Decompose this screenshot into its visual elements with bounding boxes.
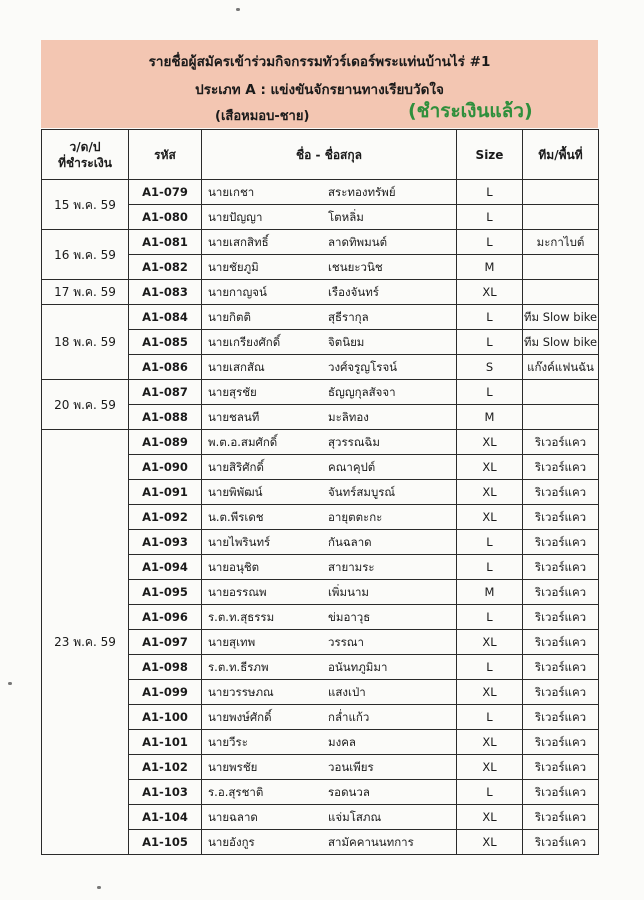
first-name: นายเกรียงศักดิ์ [208,335,281,349]
last-name: สระทองทรัพย์ [328,185,396,199]
size-cell: L [457,330,523,355]
size-cell: M [457,255,523,280]
team-cell: ริเวอร์แคว [523,655,599,680]
document-title: รายชื่อผู้สมัครเข้าร่วมกิจกรรมทัวร์เดอร์พระแท่นบ้านไร่ #1 [148,54,491,70]
code-cell: A1-080 [129,205,202,230]
team-cell: ริเวอร์แคว [523,705,599,730]
team-cell [523,205,599,230]
first-name: นายวีระ [208,735,248,749]
name-cell [202,705,457,730]
name-cell [202,280,457,305]
team-cell: ทีม Slow bike [523,330,599,355]
name-cell [202,605,457,630]
payment-date-cell: 18 พ.ค. 59 [42,305,129,380]
code-cell: A1-084 [129,305,202,330]
code-cell: A1-086 [129,355,202,380]
last-name: จิตนิยม [328,335,365,349]
first-name: น.ต.พีรเดช [208,510,264,524]
payment-date-cell: 23 พ.ค. 59 [42,430,129,855]
size-cell: M [457,580,523,605]
size-cell: XL [457,630,523,655]
last-name: กันฉลาด [328,535,372,549]
first-name: นายเสกสิทธิ์ [208,235,269,249]
team-cell: ริเวอร์แคว [523,805,599,830]
code-cell: A1-082 [129,255,202,280]
size-cell: XL [457,505,523,530]
name-cell [202,405,457,430]
first-name: นายสิริศักดิ์ [208,460,264,474]
size-cell: L [457,180,523,205]
size-cell: XL [457,480,523,505]
code-cell: A1-100 [129,705,202,730]
first-name: นายสุเทพ [208,635,256,649]
team-cell: ริเวอร์แคว [523,780,599,805]
size-cell: L [457,655,523,680]
category-title: ประเภท A : แข่งขันจักรยานทางเรียบวัดใจ [195,82,444,98]
name-cell [202,730,457,755]
payment-date-cell: 20 พ.ค. 59 [42,380,129,430]
name-cell [202,755,457,780]
last-name: เพิ่มนาม [328,585,369,599]
first-name: นายพิพัฒน์ [208,485,263,499]
name-cell [202,455,457,480]
code-cell: A1-096 [129,605,202,630]
team-cell [523,280,599,305]
team-cell [523,255,599,280]
size-cell: XL [457,805,523,830]
last-name: สุธีรากุล [328,310,369,324]
team-cell: ริเวอร์แคว [523,505,599,530]
last-name: ลาดทิพมนต์ [328,235,388,249]
name-cell [202,655,457,680]
scan-speck [236,8,240,11]
last-name: โตหลิ่ม [328,210,364,224]
header-date-line1: ว/ด/ป [69,139,101,154]
name-cell [202,355,457,380]
code-cell: A1-097 [129,630,202,655]
table-row [42,430,599,455]
size-cell: XL [457,455,523,480]
team-cell: ริเวอร์แคว [523,680,599,705]
last-name: อายุตตะกะ [328,510,383,524]
size-cell: XL [457,280,523,305]
size-cell: L [457,605,523,630]
first-name: นายกาญจน์ [208,285,267,299]
name-cell [202,255,457,280]
team-cell: ทีม Slow bike [523,305,599,330]
last-name: คณาคุปต์ [328,460,376,474]
header-date-line2: ที่ชำระเงิน [58,155,112,170]
code-cell: A1-098 [129,655,202,680]
name-cell [202,380,457,405]
first-name: นายเกชา [208,185,255,199]
first-name: นายอนุชิต [208,560,260,574]
last-name: วรรณา [328,635,364,649]
team-cell: ริเวอร์แคว [523,605,599,630]
last-name: รอดนวล [328,785,370,799]
first-name: นายชลนที [208,410,260,424]
code-cell: A1-094 [129,555,202,580]
team-cell: ริเวอร์แคว [523,480,599,505]
team-cell: ริเวอร์แคว [523,455,599,480]
team-cell [523,380,599,405]
name-cell [202,830,457,855]
first-name: ร.ต.ท.ธีรภพ [208,660,269,674]
size-cell: XL [457,755,523,780]
size-cell: L [457,205,523,230]
paid-status-label: (ชำระเงินแล้ว) [408,100,533,122]
header-size: Size [457,130,523,180]
code-cell: A1-083 [129,280,202,305]
table-row [42,230,599,255]
scan-speck [97,886,101,889]
table-row [42,180,599,205]
first-name: นายอังกูร [208,835,255,849]
code-cell: A1-091 [129,480,202,505]
table-header-row [42,130,599,180]
code-cell: A1-092 [129,505,202,530]
code-cell: A1-105 [129,830,202,855]
last-name: แสงเป่า [328,685,366,699]
last-name: ข่มอาวุธ [328,610,371,624]
first-name: นายอรรณพ [208,585,267,599]
team-cell: ริเวอร์แคว [523,630,599,655]
header-payment-date [42,130,129,180]
code-cell: A1-089 [129,430,202,455]
first-name: นายปัญญา [208,210,263,224]
size-cell: M [457,405,523,430]
scan-speck [8,682,12,685]
last-name: กล่ำแก้ว [328,710,370,724]
name-cell [202,530,457,555]
table-row [42,305,599,330]
team-cell: ริเวอร์แคว [523,430,599,455]
last-name: ธัญญกุลสัจจา [328,385,396,399]
header-name: ชื่อ - ชื่อสกุล [202,130,457,180]
code-cell: A1-101 [129,730,202,755]
last-name: วอนเพียร [328,760,374,774]
name-cell [202,580,457,605]
first-name: ร.ต.ท.สุธรรม [208,610,275,624]
first-name: พ.ต.อ.สมศักดิ์ [208,435,278,449]
name-cell [202,680,457,705]
last-name: สายามระ [328,560,375,574]
name-cell [202,230,457,255]
size-cell: L [457,230,523,255]
registrants-table [41,129,599,855]
last-name: แจ่มโสภณ [328,810,382,824]
team-cell: มะกาไบต์ [523,230,599,255]
team-cell: ริเวอร์แคว [523,555,599,580]
division-label: (เสือหมอบ-ชาย) [215,109,310,124]
size-cell: L [457,705,523,730]
code-cell: A1-099 [129,680,202,705]
name-cell [202,780,457,805]
code-cell: A1-104 [129,805,202,830]
last-name: อนันทภูมิมา [328,660,388,674]
table-row [42,380,599,405]
last-name: เรืองจันทร์ [328,285,379,299]
size-cell: L [457,530,523,555]
name-cell [202,305,457,330]
first-name: ร.อ.สุรชาติ [208,785,264,799]
last-name: สุวรรณฉิม [328,435,380,449]
code-cell: A1-079 [129,180,202,205]
team-cell [523,405,599,430]
team-cell: ริเวอร์แคว [523,730,599,755]
name-cell [202,805,457,830]
name-cell [202,205,457,230]
first-name: นายไพรินทร์ [208,535,271,549]
first-name: นายกิตติ [208,310,251,324]
size-cell: XL [457,730,523,755]
last-name: สามัคคานนทการ [328,835,414,849]
size-cell: XL [457,430,523,455]
code-cell: A1-088 [129,405,202,430]
name-cell [202,630,457,655]
code-cell: A1-095 [129,580,202,605]
size-cell: S [457,355,523,380]
size-cell: L [457,305,523,330]
code-cell: A1-090 [129,455,202,480]
header-code: รหัส [129,130,202,180]
code-cell: A1-087 [129,380,202,405]
name-cell [202,330,457,355]
first-name: นายสุรชัย [208,385,257,399]
code-cell: A1-081 [129,230,202,255]
code-cell: A1-085 [129,330,202,355]
team-cell: ริเวอร์แคว [523,580,599,605]
size-cell: XL [457,680,523,705]
first-name: นายพรชัย [208,760,258,774]
size-cell: XL [457,830,523,855]
last-name: เชนยะวนิช [328,260,383,274]
name-cell [202,505,457,530]
team-cell [523,180,599,205]
payment-date-cell: 17 พ.ค. 59 [42,280,129,305]
last-name: มะลิทอง [328,410,369,424]
code-cell: A1-103 [129,780,202,805]
first-name: นายฉลาด [208,810,258,824]
table-row [42,280,599,305]
team-cell: แก๊งค์แฟนฉัน [523,355,599,380]
name-cell [202,180,457,205]
team-cell: ริเวอร์แคว [523,830,599,855]
first-name: นายวรรษภณ [208,685,274,699]
size-cell: L [457,380,523,405]
code-cell: A1-093 [129,530,202,555]
team-cell: ริเวอร์แคว [523,530,599,555]
team-cell: ริเวอร์แคว [523,755,599,780]
name-cell [202,555,457,580]
header-team: ทีม/พื้นที่ [523,130,599,180]
last-name: จันทร์สมบูรณ์ [328,485,396,499]
name-cell [202,480,457,505]
payment-date-cell: 16 พ.ค. 59 [42,230,129,280]
first-name: นายเสกสัณ [208,360,265,374]
first-name: นายพงษ์ศักดิ์ [208,710,272,724]
last-name: มงคล [328,735,356,749]
table-body [42,180,599,855]
size-cell: L [457,780,523,805]
last-name: วงศ์จรูญโรจน์ [328,360,398,374]
payment-date-cell: 15 พ.ค. 59 [42,180,129,230]
name-cell [202,430,457,455]
first-name: นายชัยภูมิ [208,260,259,274]
size-cell: L [457,555,523,580]
code-cell: A1-102 [129,755,202,780]
